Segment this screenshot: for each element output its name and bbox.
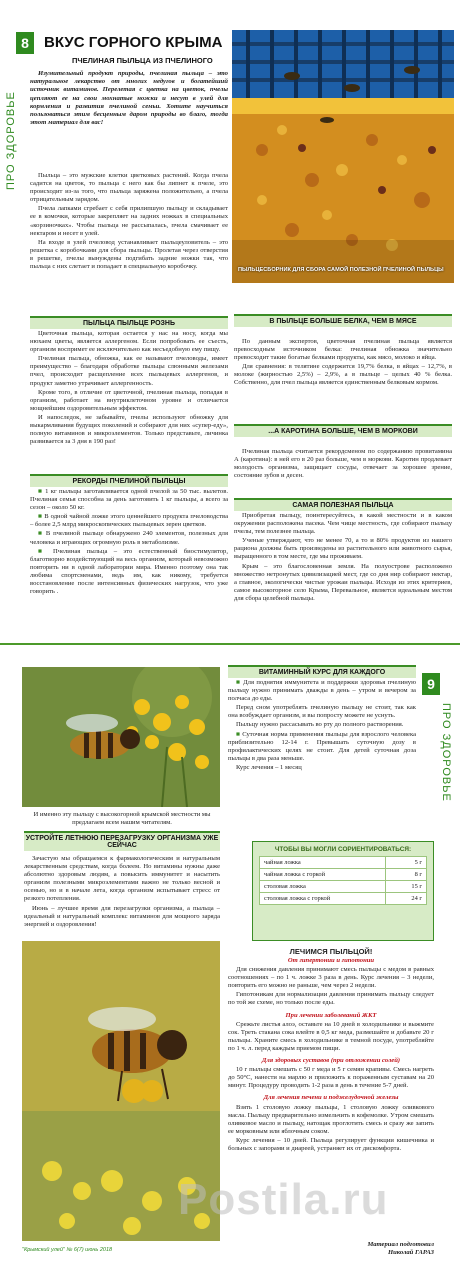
heading-best-pollen: САМАЯ ПОЛЕЗНАЯ ПЫЛЬЦА [234, 498, 452, 511]
intro-paragraph: Пчела лапками сгребает с себя прилипшую пыльцу и складывает ее в комочки, которые закрепляет на задних ножках в специальных «корзиночках». Чтобы пыльца не рассыпалась, пчела смачивает ее нектаром и несет в улей. [30, 205, 228, 237]
caption-text: И именно эту пыльцу с высокогорной крымской местности мы предлагаем всем нашим читателям. [33, 811, 211, 827]
treatment-heading: ЛЕЧИМСЯ ПЫЛЬЦОЙ! [289, 947, 373, 956]
paragraph: Зачастую мы обращаемся к фармакологическим и натуральным лекарственным средствам, когда болеем. Но витамины нужны даже абсолютно здоровым людям, а повысить иммунитет и насытить организм полезными микроэлементами важно не только весной и осенью, но и в начале лета, когда организм испытывает стресс от резкого потепления. [24, 855, 220, 903]
dosage-table-grid [259, 856, 427, 905]
section-side-label: ПРО ЗДОРОВЬЕ [440, 703, 452, 802]
table-cell-value: 15 г [386, 881, 427, 893]
table-cell-label: чайная ложка с горкой [260, 869, 386, 881]
photo-caption: ПЫЛЬЦЕСБОРНИК ДЛЯ СБОРА САМОЙ ПОЛЕЗНОЙ ПЧЕЛИНОЙ ПЫЛЬЦЫ [238, 267, 444, 273]
author-name: Николай ГАРАЗ [387, 1249, 434, 1257]
paragraph: Срежьте листья алоэ, оставьте на 10 дней в холодильнике и выжмите сок. Треть стакана сока влейте в 0,5 кг меда, размешайте и добавьте 20 г пыльцы. Храните смесь в холодильнике в темной посуде, употребляйте по 1 ч. л. перед каждым приемом пищи. [228, 1020, 434, 1052]
treatment-subheading: Для здоровых суставов (при отложении солей) [261, 1057, 401, 1065]
page-number: 8 [16, 32, 34, 54]
paragraph: И напоследок, не забывайте, пчелы используют обножку для выкармливания будущих поколений и собирают для них «супер-еду», полную витаминов и микроэлементов. Только представьте, личинка развивается за 3 дня в 190 раз! [30, 413, 228, 446]
paragraph: Курс лечения – 1 месяц [236, 763, 302, 771]
table-cell-value: 24 г [386, 893, 427, 905]
treatment-subheading: При лечении заболеваний ЖКТ [285, 1011, 377, 1019]
paragraph: По данным экспертов, цветочная пчелиная пыльца является превосходным источником белка: пчелиная обножка значительно превосходит такие богатые белками продукты, как мясо, молоко и яйца. [234, 338, 452, 362]
record-item: ■ В одной чайной ложке этого ценнейшего продукта пчеловодства – более 2,5 млрд микроскопических пыльцевых зерен цветков. [30, 513, 228, 529]
heading-summer-reset: УСТРОЙТЕ ЛЕТНЮЮ ПЕРЕЗАГРУЗКУ ОРГАНИЗМА УЖЕ СЕЙЧАС [24, 831, 220, 851]
paragraph: Крым – это благословенная земля. На полуострове расположено множество нетронутых цивилизацией мест, где со дня нир собирают нектар, а главное, экологически чистые урожаи пыльцы. Исходя из этих критериев, самое высокогорное село Крыма, Перевальное, является идеальным местом для сбора целебной пыльцы. [234, 562, 452, 602]
heading-vitamin-course: ВИТАМИННЫЙ КУРС ДЛЯ КАЖДОГО [228, 665, 416, 678]
intro-text [30, 172, 228, 312]
paragraph: Кроме того, в отличие от цветочной, пчелиная пыльца, попадая в организм, работает на внутриклеточном уровне и отличается мощнейшим оздоровительным эффектом. [30, 388, 228, 412]
summer-reset-text [24, 855, 220, 937]
paragraph: Пчелиная пыльца считается рекордсменом по содержанию провитамина А (каротина): в ней его в 20 раз больше, чем в моркови. Каротин продлевает молодость организма, защищает сосуды, отвечает за хорошее зрение, состояние зубов и десен. [234, 448, 452, 480]
paragraph: Ученые утверждают, что не менее 70, а то и 80% продуктов из нашего рациона должны быть произведены из растительного или животного сырья, выращенного в том месте, где мы проживаем. [234, 537, 452, 561]
table-cell-label: чайная ложка [260, 857, 386, 869]
paragraph: 10 г пыльцы смешать с 50 г меда и 5 г семян крапивы. Смесь нагреть до 50°С, нанести на марлю и приложить к пораженным суставам на 20 минут. Процедуру проводить 1-2 раза в день в течение 5-7 дней. [228, 1066, 434, 1090]
protein-text [234, 338, 452, 420]
table-cell-label: столовая ложка с горкой [260, 893, 386, 905]
author-label: Материал подготовил [367, 1241, 434, 1248]
issue-footer: "Крымский улей" № 6(7) июнь 2018 [22, 1247, 113, 1253]
intro-paragraph: На входе в улей пчеловод устанавливает пыльцеуловитель – это решетка с коробочками для сбора пыльцы. Пролетая через отверстия в решетке, пчелы вынуждены подгибать задние ножки так, что пыльца с них слетает и попадает в специальную коробочку. [30, 238, 228, 271]
best-pollen-text [234, 512, 452, 637]
heading-carotene: ...А КАРОТИНА БОЛЬШЕ, ЧЕМ В МОРКОВИ [234, 424, 452, 437]
watermark: Postila.ru [178, 1175, 389, 1224]
bee-on-flower-photo [22, 667, 220, 807]
table-row [260, 869, 427, 881]
vitamin-course-text [228, 679, 416, 833]
heading-pollen-records: РЕКОРДЫ ПЧЕЛИНОЙ ПЫЛЬЦЫ [30, 474, 228, 487]
lead-text: Изумительный продукт природы, пчелиная пыльца – это натуральное лекарство от многих недугов и богатейший источник витаминов. Перелетая с цветка на цветок, пчелы цепляют ее на свои мохнатые ножки и несут в улей для кормления и развития пчелиной семьи. Хотите научиться пользоваться этим бесценным даром природы во благо, тогда этот материал для вас! [30, 70, 228, 127]
table-cell-value: 5 г [386, 857, 427, 869]
paragraph: Курс лечения – 10 дней. Пыльца регулирует функции кишечника и больных с запорами и диареей, устраняет их от дискомфорта. [228, 1136, 434, 1152]
section-side-label: ПРО ЗДОРОВЬЕ [5, 91, 17, 190]
record-item: ■ В пчелиной пыльце обнаружено 240 элементов, полезных для человека и играющих огромную роль в метаболизме. [30, 530, 228, 546]
heading-pollen-differs: ПЫЛЬЦА ПЫЛЬЦЕ РОЗНЬ [30, 316, 228, 329]
dosage-table [252, 841, 434, 941]
pollen-differs-text [30, 330, 228, 470]
treatment-subheading: Для лечения печени и поджелудочной железы [263, 1094, 399, 1102]
paragraph: Пыльцу нужно рассасывать во рту до полного растворения. [236, 721, 404, 729]
bee-illustration [22, 667, 220, 807]
paragraph: Пчелиная пыльца, обножка, как ее называют пчеловоды, имеет преимущество – благодаря обработке пыльцы слюнными железами пчел, происходит расщепление всех пыльцевых аллергенов, и продукт заметно утрачивает аллергенность. [30, 355, 228, 387]
page-9 [0, 643, 460, 1272]
carotene-text [234, 448, 452, 494]
paragraph: Для сравнения: в телятине содержится 19,7% белка, в яйцах – 12,7%, в молоке (жирностью 2,5%) – 2,9%, а в пыльце – целых 40 % белка. Собственно, для пчел пыльца является единственным белковым кормом. [234, 363, 452, 387]
pollen-collector-photo [232, 30, 454, 283]
table-row [260, 893, 427, 905]
pollen-records-text [30, 488, 228, 618]
page-title: ВКУС ГОРНОГО КРЫМА [44, 34, 223, 51]
table-row [260, 881, 427, 893]
paragraph: ■ Для поднятия иммунитета и поддержки здоровья пчелиную пыльцу нужно принимать дважды в день – утром и вечером за полчаса до еды. [228, 679, 416, 703]
photo-caption [26, 811, 218, 829]
paragraph: Взять 1 столовую ложку пыльцы, 1 столовую ложку оливкового масла. Пыльцу предварительно измельчить в кофемолке. Утром смешать оливковое масло и пыльцу, натощак проглотить смесь и сразу же запить ее морковным или яблочным соком. [228, 1103, 434, 1135]
record-item: ■ 1 кг пыльцы заготавливается одной пчелой за 50 тыс. вылетов. Пчелиная семья способна за день заготовить 1 кг пыльцы, а всего за сезон – около 50 кг. [30, 488, 228, 512]
lead-paragraph [30, 70, 228, 170]
paragraph: Приобретая пыльцу, поинтересуйтесь, в какой местности и в каком окружении расположена пасека. Чем чище местность, где собирают пыльцу пчелы, тем полезнее пыльца. [234, 512, 452, 536]
author-credit [330, 1241, 434, 1263]
table-row [260, 857, 427, 869]
table-cell-value: 8 г [386, 869, 427, 881]
table-cell-label: столовая ложка [260, 881, 386, 893]
page-number: 9 [422, 673, 440, 695]
pollen-collector-illustration [232, 30, 454, 283]
page-subtitle: ПЧЕЛИНАЯ ПЫЛЬЦА ИЗ ПЧЕЛИНОГО [72, 56, 213, 65]
intro-paragraph: Пыльца – это мужские клетки цветковых растений. Когда пчела садится на цветок, то пыльца с него как бы липнет к пчеле, это происходит из-за того, что пыльца заряжена положительно, а пчела отрицательным зарядом. [30, 172, 228, 204]
heading-protein: В ПЫЛЬЦЕ БОЛЬШЕ БЕЛКА, ЧЕМ В МЯСЕ [234, 314, 452, 327]
treatment-subheading: От гипертонии и гипотонии [287, 957, 375, 964]
paragraph: Перед сном употреблять пчелиную пыльцу не стоит, так как она возбуждает организм, и вы попросту можете не уснуть. [228, 704, 416, 720]
paragraph: Цветочная пыльца, которая остается у нас на носу, когда мы нюхаем цветы, является аллергеном. Если попробовать ее съесть, организм воспримет ее исключительно как несъедобную ему пищу. [30, 330, 228, 354]
paragraph: Июнь – лучшее время для перезагрузки организма, а пыльца – идеальный и натуральный комплекс витаминов для мощного заряда энергией и оздоровления! [24, 904, 220, 928]
paragraph: ■ Суточная норма применения пыльцы для взрослого человека приблизительно 12-14 г. Превышать суточную дозу в профилактических целях не стоит. Для детей суточная доза пыльцы в два раза меньше. [228, 731, 416, 763]
paragraph: Для снижения давления принимают смесь пыльцы с медом в равных соотношениях – по 1 ч. ложке 3 раза в день. Курс лечения – 3 недели, повторить его можно не раньше, чем через 2 недели. [228, 966, 434, 990]
dosage-table-heading: ЧТОБЫ ВЫ МОГЛИ СОРИЕНТИРОВАТЬСЯ: [274, 846, 412, 853]
paragraph: Гипотоникам для нормализации давления принимать пыльцу следует по той же схеме, но только после еды. [228, 991, 434, 1007]
record-item: ■ Пчелиная пыльца – это естественный биостимулятор, благотворно воздействующий на весь организм, который невозможно повторить ни в одной лаборатории мира. Именно поэтому она так любима спортсменами, ведь им, как никому, требуется восстановление после интенсивных физических нагрузок, что уже говорить . [30, 548, 228, 597]
